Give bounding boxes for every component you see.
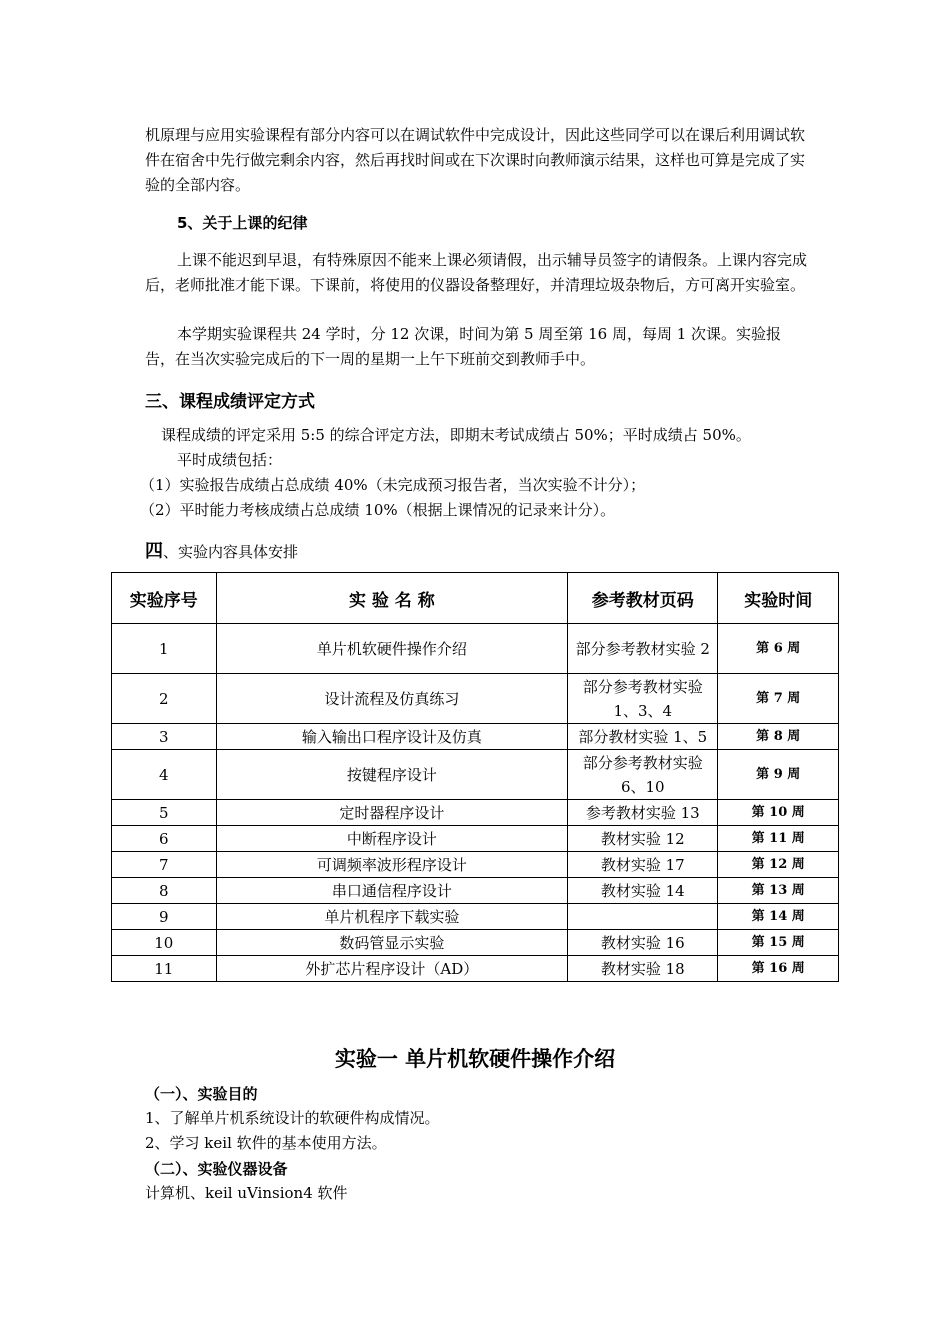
section5-para1: 上课不能迟到早退，有特殊原因不能来上课必须请假，出示辅导员签字的请假条。上课内容完成后，老师批准才能下课。下课前，将使用的仪器设备整理好，并清理垃圾杂物后，方可离开实验室。 <box>145 251 808 294</box>
purpose-heading: （一）、实验目的 <box>145 1085 258 1103</box>
section5-para2: 本学期实验课程共 24 学时，分 12 次课，时间为第 5 周至第 16 周，每周 1 次课。实验报告，在当次实验完成后的下一周的星期一上午下班前交到教师手中。 <box>145 325 782 368</box>
cell-name: 数码管显示实验 <box>216 930 567 956</box>
cell-week: 第 7 周 <box>718 674 839 724</box>
table-row <box>112 624 839 674</box>
cell-reference: 教材实验 16 <box>568 930 718 956</box>
cell-reference: 参考教材实验 13 <box>568 800 718 826</box>
header-number: 实验序号 <box>112 573 217 624</box>
table-header-row <box>112 573 839 624</box>
cell-number: 3 <box>112 724 217 750</box>
usual-score-item-1: （1）实验报告成绩占总成绩 40%（未完成预习报告者，当次实验不计分）； <box>140 476 646 494</box>
table-row <box>112 956 839 982</box>
usual-score-intro: 平时成绩包括： <box>177 451 283 469</box>
cell-week: 第 6 周 <box>718 624 839 674</box>
table-row <box>112 852 839 878</box>
cell-name: 单片机程序下载实验 <box>216 904 567 930</box>
cell-week: 第 15 周 <box>718 930 839 956</box>
table-row <box>112 904 839 930</box>
cell-week: 第 8 周 <box>718 724 839 750</box>
cell-week: 第 16 周 <box>718 956 839 982</box>
cell-reference: 部分参考教材实验 2 <box>568 624 718 674</box>
experiment1-title: 实验一 单片机软硬件操作介绍 <box>334 1047 616 1071</box>
cell-number: 5 <box>112 800 217 826</box>
cell-week: 第 13 周 <box>718 878 839 904</box>
header-reference: 参考教材页码 <box>568 573 718 624</box>
table-row <box>112 826 839 852</box>
usual-score-item-2: （2）平时能力考核成绩占总成绩 10%（根据上课情况的记录来计分）。 <box>140 501 616 519</box>
cell-name: 可调频率波形程序设计 <box>216 852 567 878</box>
cell-reference: 部分教材实验 1、5 <box>568 724 718 750</box>
purpose-item-1: 1、了解单片机系统设计的软硬件构成情况。 <box>145 1109 440 1127</box>
cell-number: 11 <box>112 956 217 982</box>
cell-reference <box>568 904 718 930</box>
cell-number: 8 <box>112 878 217 904</box>
cell-name: 串口通信程序设计 <box>216 878 567 904</box>
cell-reference: 部分参考教材实验 6、10 <box>568 750 718 800</box>
cell-reference: 教材实验 12 <box>568 826 718 852</box>
section5-heading: 5、关于上课的纪律 <box>177 214 308 232</box>
cell-name: 按键程序设计 <box>216 750 567 800</box>
table-row <box>112 800 839 826</box>
cell-name: 定时器程序设计 <box>216 800 567 826</box>
equipment-text: 计算机、keil uVinsion4 软件 <box>145 1184 348 1202</box>
cell-number: 9 <box>112 904 217 930</box>
section4-heading <box>145 537 298 563</box>
header-time: 实验时间 <box>718 573 839 624</box>
cell-reference: 教材实验 14 <box>568 878 718 904</box>
cell-week: 第 12 周 <box>718 852 839 878</box>
cell-number: 1 <box>112 624 217 674</box>
cell-number: 6 <box>112 826 217 852</box>
cell-reference: 部分参考教材实验 1、3、4 <box>568 674 718 724</box>
table-row <box>112 674 839 724</box>
intro-paragraph: 机原理与应用实验课程有部分内容可以在调试软件中完成设计，因此这些同学可以在课后利用调试软件在宿舍中先行做完剩余内容，然后再找时间或在下次课时向教师演示结果，这样也可算是完成了实验的全部内容。 <box>145 126 806 194</box>
cell-number: 7 <box>112 852 217 878</box>
cell-reference: 教材实验 17 <box>568 852 718 878</box>
cell-reference: 教材实验 18 <box>568 956 718 982</box>
section4-heading-text: 、实验内容具体安排 <box>163 543 299 561</box>
schedule-table <box>111 572 839 982</box>
cell-name: 中断程序设计 <box>216 826 567 852</box>
cell-name: 输入输出口程序设计及仿真 <box>216 724 567 750</box>
equipment-heading: （二）、实验仪器设备 <box>145 1160 288 1178</box>
header-name: 实 验 名 称 <box>216 573 567 624</box>
table-row <box>112 930 839 956</box>
table-row <box>112 750 839 800</box>
cell-week: 第 11 周 <box>718 826 839 852</box>
cell-name: 外扩芯片程序设计（AD） <box>216 956 567 982</box>
grading-method-line: 课程成绩的评定采用 5:5 的综合评定方法，即期末考试成绩占 50%；平时成绩占 50%。 <box>161 426 751 444</box>
cell-number: 4 <box>112 750 217 800</box>
cell-week: 第 14 周 <box>718 904 839 930</box>
table-row <box>112 724 839 750</box>
cell-name: 设计流程及仿真练习 <box>216 674 567 724</box>
section3-heading: 三、课程成绩评定方式 <box>145 392 315 412</box>
cell-number: 2 <box>112 674 217 724</box>
cell-week: 第 10 周 <box>718 800 839 826</box>
section4-heading-numeral: 四 <box>145 541 163 562</box>
cell-name: 单片机软硬件操作介绍 <box>216 624 567 674</box>
cell-week: 第 9 周 <box>718 750 839 800</box>
table-row <box>112 878 839 904</box>
purpose-item-2: 2、学习 keil 软件的基本使用方法。 <box>145 1134 387 1152</box>
cell-number: 10 <box>112 930 217 956</box>
